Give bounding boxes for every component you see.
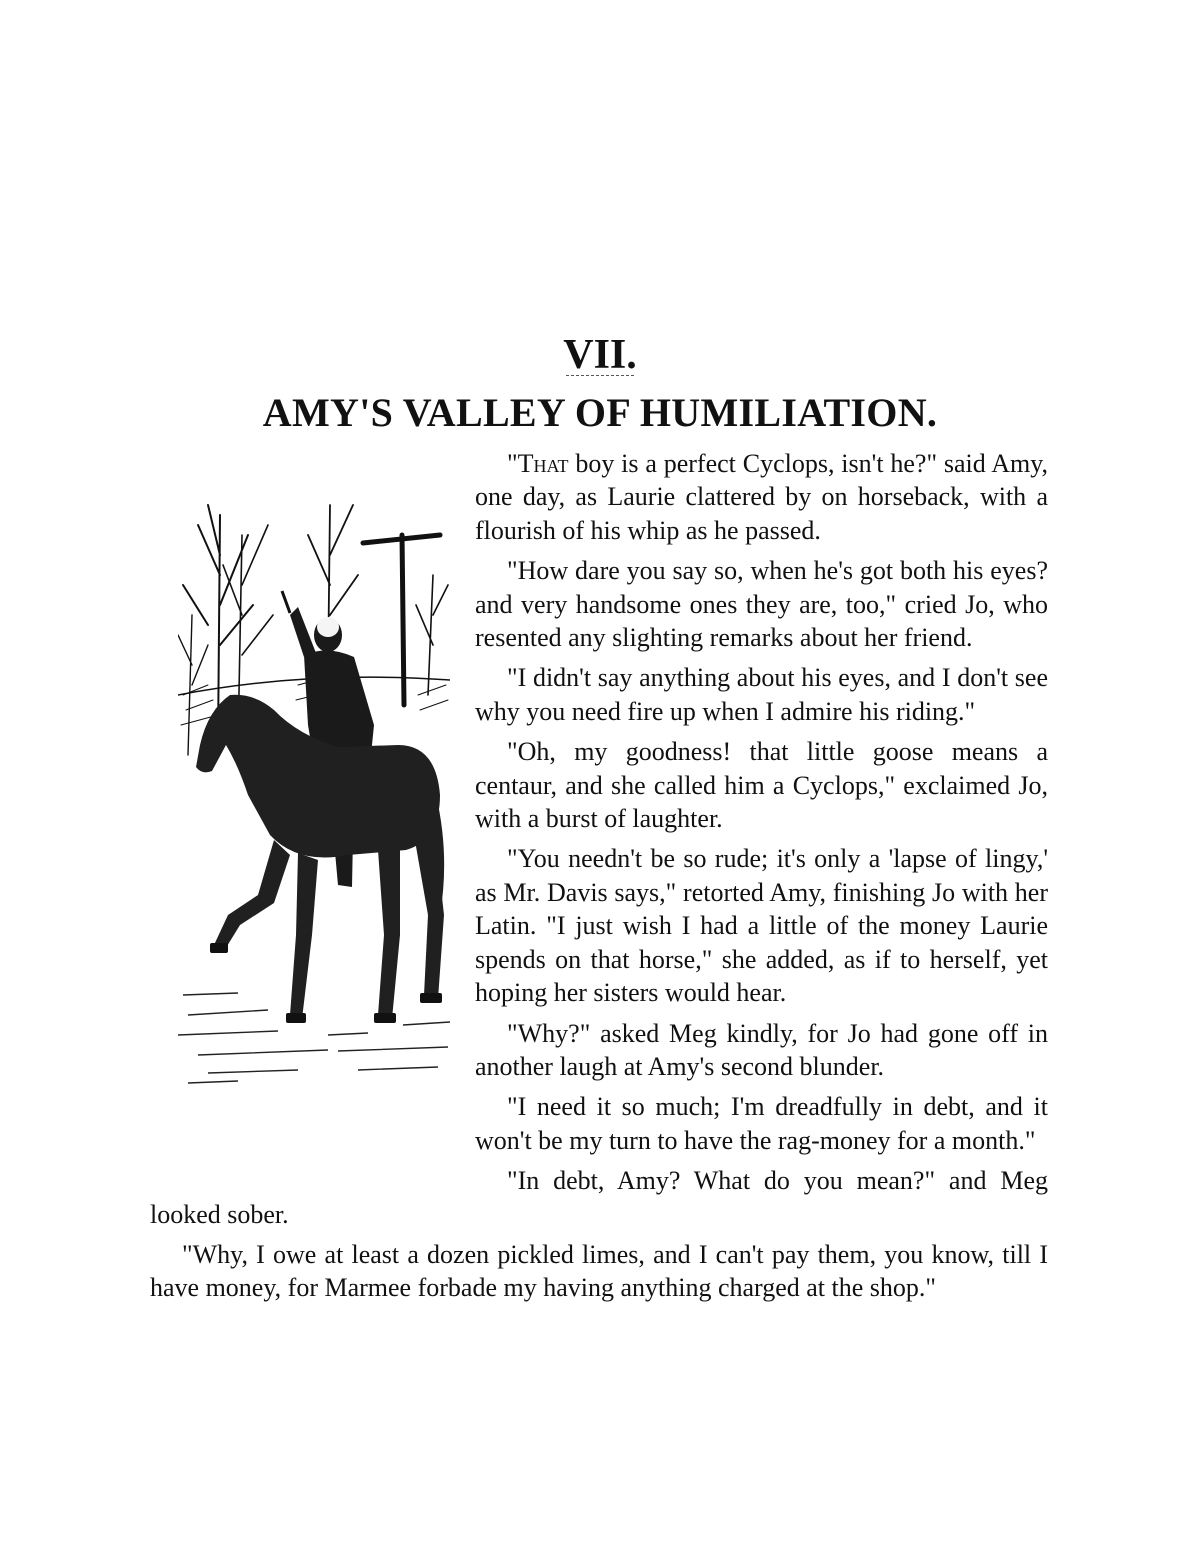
illustration-float-space <box>150 447 475 1165</box>
paragraph-4: "Oh, my goodness! that little goose means a centaur, and she called him a Cyclops," exclaimed Jo, with a burst of laughter. <box>475 737 1048 834</box>
paragraph-9: "Why, I owe at least a dozen pickled limes, and I can't pay them, you know, till I have money, for Marmee forbade my having anything charged at the shop." <box>150 1239 1048 1303</box>
paragraph-7: "I need it so much; I'm dreadfully in debt, and it won't be my turn to have the rag-money for a month." <box>475 1092 1048 1155</box>
paragraph-1-lead: "That <box>507 449 569 478</box>
paragraph-3: "I didn't say anything about his eyes, and I don't see why you need fire up when I admire his riding." <box>475 663 1048 726</box>
paragraph-5: "You needn't be so rude; it's only a 'lapse of lingy,' as Mr. Davis says," retorted Amy, finishing Jo with her Latin. "I just wish I had a little of the money Laurie spends on that horse," she added, as if to herself, yet hoping her sisters would hear. <box>475 844 1048 1008</box>
paragraph-6: "Why?" asked Meg kindly, for Jo had gone off in another laugh at Amy's second blunder. <box>475 1018 1048 1081</box>
chapter-body <box>150 447 1048 1312</box>
chapter-divider <box>566 375 634 376</box>
chapter-number: VII. <box>563 332 637 378</box>
paragraph-1-text: boy is a perfect Cyclops, isn't he?" said Amy, one day, as Laurie clattered by on horseback, with a flourish of his whip as he passed. <box>475 449 1048 545</box>
paragraph-8: "In debt, Amy? What do you mean?" and Meg looked sober. <box>150 1166 1048 1229</box>
paragraph-2: "How dare you say so, when he's got both his eyes? and very handsome ones they are, too," cried Jo, who resented any slighting remarks about her friend. <box>475 556 1048 653</box>
chapter-title: AMY'S VALLEY OF HUMILIATION. <box>262 390 938 435</box>
